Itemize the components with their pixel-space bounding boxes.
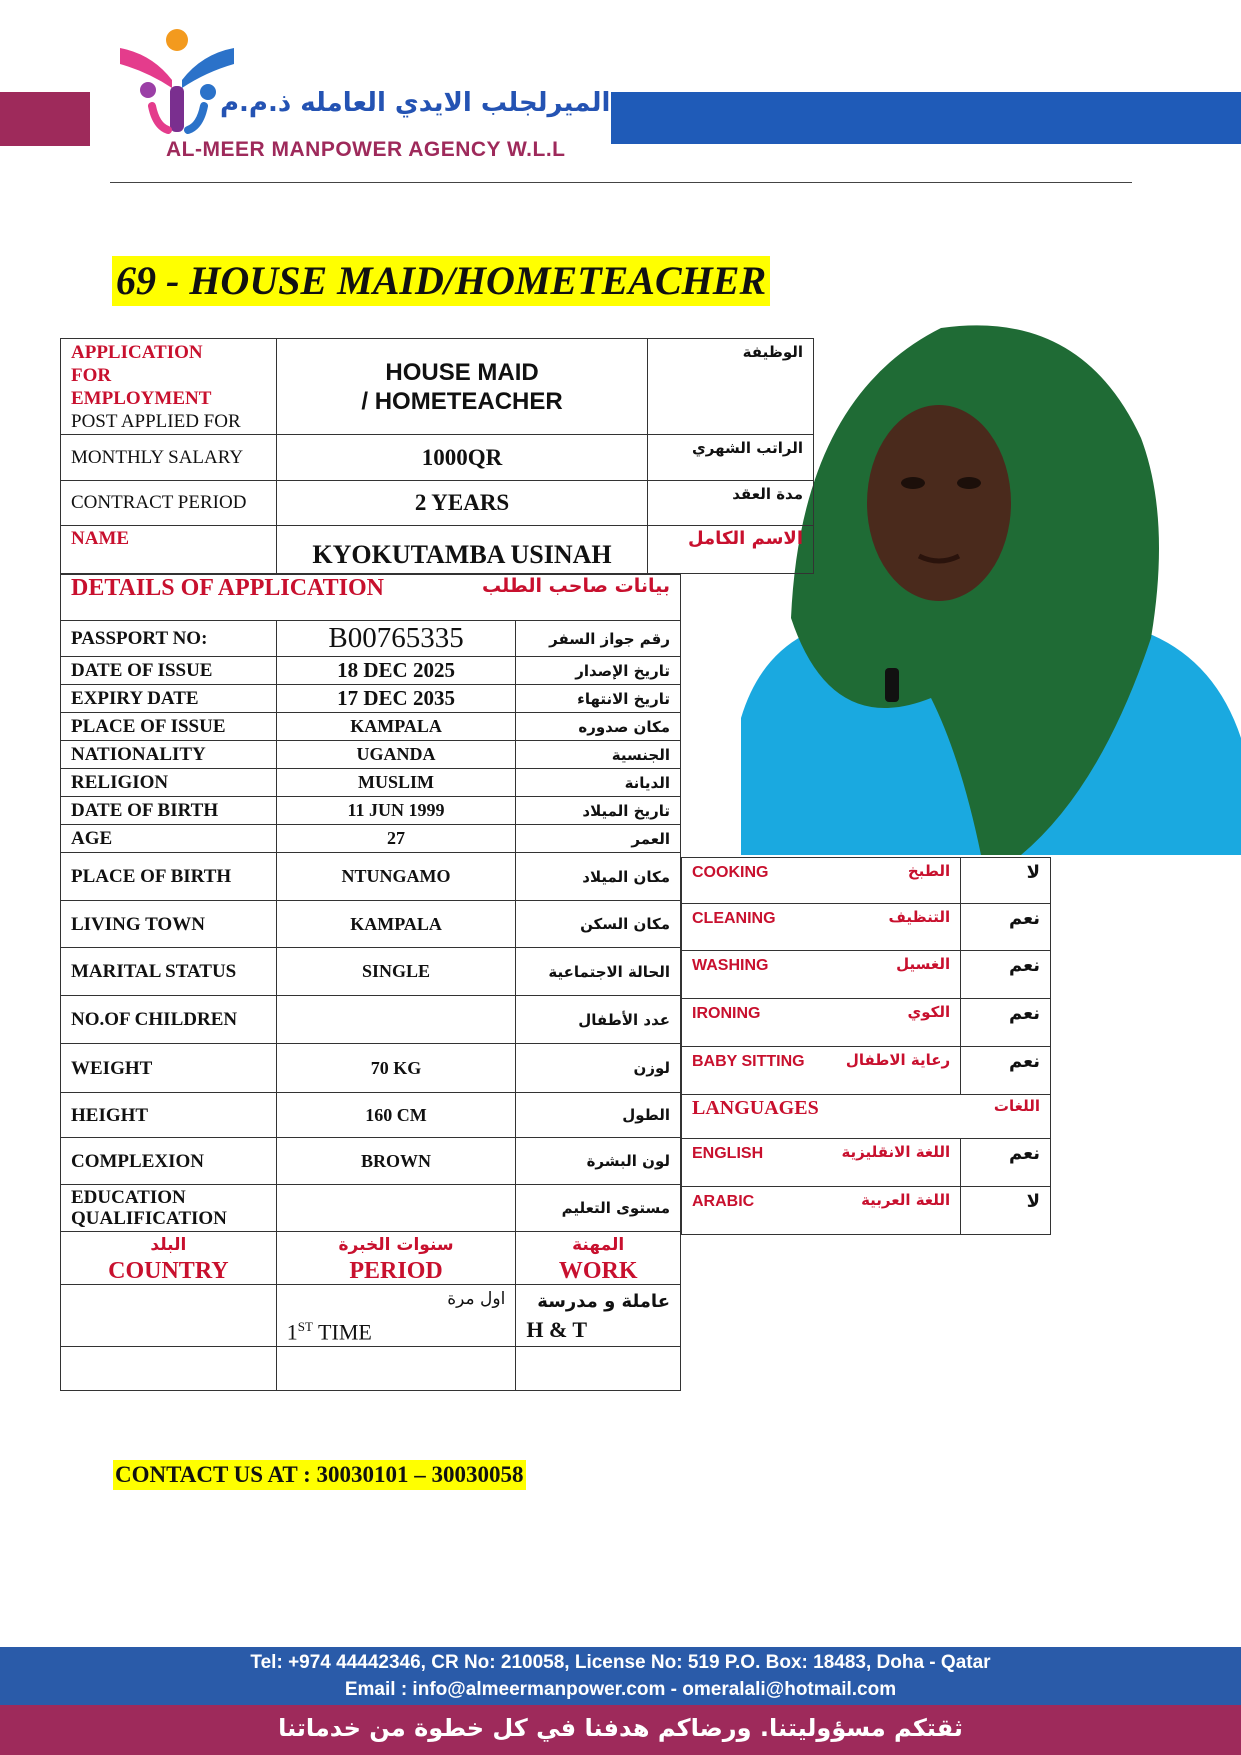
name-label: NAME — [61, 526, 277, 574]
details-heading: DETAILS OF APPLICATION — [71, 575, 384, 601]
post-value: HOUSE MAID / HOMETEACHER — [276, 339, 647, 435]
detail-row — [61, 901, 681, 948]
skill-label-ar: اللغة الانقليزية — [841, 1143, 951, 1161]
detail-row — [61, 797, 681, 825]
detail-label-ar: العمر — [516, 825, 681, 853]
post-label-ar: الوظيفة — [648, 339, 814, 435]
logo-english-text: AL-MEER MANPOWER AGENCY W.L.L — [166, 138, 566, 161]
detail-value: MUSLIM — [276, 769, 516, 797]
detail-label: EDUCATION QUALIFICATION — [61, 1185, 277, 1232]
detail-label-ar: مكان الميلاد — [516, 853, 681, 901]
skill-answer: نعم — [961, 904, 1051, 951]
skill-row — [682, 858, 1051, 904]
detail-label-ar: مكان صدوره — [516, 713, 681, 741]
post-row — [61, 339, 814, 435]
contract-label-ar: مدة العقد — [648, 481, 814, 526]
skill-label: WASHING — [692, 957, 769, 974]
work-header-ar: المهنة — [572, 1235, 625, 1255]
details-table — [60, 574, 681, 1391]
detail-row — [61, 1185, 681, 1232]
detail-label-ar: لون البشرة — [516, 1138, 681, 1185]
experience-period: 1ST TIME — [286, 1319, 372, 1345]
period-header-ar: سنوات الخبرة — [338, 1235, 454, 1255]
skill-label-ar: الكوي — [907, 1003, 951, 1021]
skill-answer: لا — [961, 1187, 1051, 1235]
skill-label: ARABIC — [692, 1193, 755, 1210]
detail-label: NO.OF CHILDREN — [61, 996, 277, 1044]
detail-value: 18 DEC 2025 — [276, 657, 516, 685]
footer-email: Email : info@almeermanpower.com - omeralali@hotmail.com — [344, 1679, 897, 1700]
name-label-ar: الاسم الكامل — [648, 526, 814, 574]
agency-logo-icon — [112, 26, 242, 136]
application-table — [60, 338, 814, 574]
languages-label: LANGUAGES — [692, 1097, 819, 1119]
languages-label-ar: اللغات — [993, 1097, 1040, 1115]
salary-label-ar: الراتب الشهري — [648, 435, 814, 481]
detail-row — [61, 1138, 681, 1185]
name-value: KYOKUTAMBA USINAH — [276, 526, 647, 574]
detail-value: 27 — [276, 825, 516, 853]
detail-value: KAMPALA — [276, 901, 516, 948]
experience-work-ar: عاملة و مدرسة — [537, 1290, 670, 1312]
detail-label: EXPIRY DATE — [61, 685, 277, 713]
detail-label: DATE OF ISSUE — [61, 657, 277, 685]
details-heading-row — [61, 575, 681, 621]
post-applied-label: POST APPLIED FOR — [71, 411, 241, 432]
skill-label-ar: اللغة العربية — [861, 1191, 951, 1209]
detail-row — [61, 657, 681, 685]
skill-row — [682, 904, 1051, 951]
detail-value: B00765335 — [276, 621, 516, 657]
salary-label: MONTHLY SALARY — [61, 435, 277, 481]
detail-value: UGANDA — [276, 741, 516, 769]
salary-row — [61, 435, 814, 481]
skill-answer: نعم — [961, 999, 1051, 1047]
detail-label: DATE OF BIRTH — [61, 797, 277, 825]
footer-address: Tel: +974 44442346, CR No: 210058, License No: 519 P.O. Box: 18483, Doha - Qatar — [250, 1652, 991, 1673]
name-row — [61, 526, 814, 574]
skill-label-ar: الطبخ — [907, 862, 951, 880]
detail-label: WEIGHT — [61, 1044, 277, 1093]
skill-answer: نعم — [961, 1047, 1051, 1095]
skill-label: CLEANING — [692, 910, 776, 927]
detail-label-ar: مكان السكن — [516, 901, 681, 948]
skill-label-ar: التنظيف — [888, 908, 951, 926]
skill-answer: نعم — [961, 951, 1051, 999]
detail-label-ar: تاريخ الميلاد — [516, 797, 681, 825]
detail-value — [276, 996, 516, 1044]
detail-value — [276, 1185, 516, 1232]
experience-header-row — [61, 1232, 681, 1285]
skill-label-ar: الغسيل — [896, 955, 951, 973]
experience-country — [61, 1285, 277, 1347]
country-header: COUNTRY — [108, 1258, 229, 1284]
skill-label: IRONING — [692, 1005, 761, 1022]
skill-row — [682, 951, 1051, 999]
experience-work: H & T — [526, 1316, 588, 1342]
detail-label-ar: الجنسية — [516, 741, 681, 769]
contract-row — [61, 481, 814, 526]
experience-empty-row — [61, 1347, 681, 1391]
detail-value: BROWN — [276, 1138, 516, 1185]
detail-row — [61, 825, 681, 853]
detail-row — [61, 769, 681, 797]
experience-row — [61, 1285, 681, 1347]
header-band-left — [0, 92, 90, 146]
details-heading-ar: بيانات صاحب الطلب — [482, 575, 670, 597]
footer-slogan: ثقتكم مسؤوليتنا. ورضاكم هدفنا في كل خطوة من خدماتنا — [278, 1714, 963, 1742]
detail-row — [61, 741, 681, 769]
skill-answer: لا — [961, 858, 1051, 904]
contact-line: CONTACT US AT : 30030101 – 30030058 — [113, 1460, 526, 1490]
detail-value: SINGLE — [276, 948, 516, 996]
detail-row — [61, 996, 681, 1044]
detail-value: KAMPALA — [276, 713, 516, 741]
skill-row — [682, 999, 1051, 1047]
detail-label: COMPLEXION — [61, 1138, 277, 1185]
detail-label-ar: تاريخ الانتهاء — [516, 685, 681, 713]
detail-label: MARITAL STATUS — [61, 948, 277, 996]
detail-label: RELIGION — [61, 769, 277, 797]
skill-label-ar: رعاية الاطفال — [845, 1051, 951, 1069]
contract-value: 2 YEARS — [276, 481, 647, 526]
detail-label-ar: رقم جواز السفر — [516, 621, 681, 657]
logo-arabic-text: الميرلجلب الايدي العامله ذ.م.م — [220, 88, 611, 118]
detail-label-ar: مستوى التعليم — [516, 1185, 681, 1232]
detail-value: NTUNGAMO — [276, 853, 516, 901]
contract-label: CONTRACT PERIOD — [61, 481, 277, 526]
detail-label-ar: تاريخ الإصدار — [516, 657, 681, 685]
detail-row — [61, 713, 681, 741]
detail-label: HEIGHT — [61, 1093, 277, 1138]
detail-row — [61, 948, 681, 996]
detail-label: PLACE OF ISSUE — [61, 713, 277, 741]
detail-label: LIVING TOWN — [61, 901, 277, 948]
detail-value: 160 CM — [276, 1093, 516, 1138]
detail-value: 11 JUN 1999 — [276, 797, 516, 825]
skill-label: COOKING — [692, 864, 769, 881]
skill-label: ENGLISH — [692, 1145, 764, 1162]
skill-row — [682, 1139, 1051, 1187]
skill-row — [682, 1187, 1051, 1235]
detail-row — [61, 685, 681, 713]
page-title: 69 - HOUSE MAID/HOMETEACHER — [112, 256, 770, 306]
period-header: PERIOD — [349, 1258, 443, 1284]
detail-label-ar: الديانة — [516, 769, 681, 797]
skill-row — [682, 1047, 1051, 1095]
detail-row — [61, 853, 681, 901]
skill-label: BABY SITTING — [692, 1053, 805, 1070]
detail-label: PASSPORT NO: — [61, 621, 277, 657]
detail-row — [61, 1093, 681, 1138]
detail-row — [61, 1044, 681, 1093]
skill-answer: نعم — [961, 1139, 1051, 1187]
detail-label-ar: الطول — [516, 1093, 681, 1138]
work-header: WORK — [558, 1258, 638, 1284]
languages-row — [682, 1095, 1051, 1139]
detail-label: AGE — [61, 825, 277, 853]
application-for-employment-label: APPLICATION FOR EMPLOYMENT — [71, 342, 212, 409]
detail-label-ar: الحالة الاجتماعية — [516, 948, 681, 996]
country-header-ar: البلد — [150, 1235, 187, 1255]
detail-row — [61, 621, 681, 657]
detail-value: 70 KG — [276, 1044, 516, 1093]
header-divider — [110, 182, 1132, 183]
experience-period-ar: اول مرة — [447, 1289, 506, 1309]
detail-label-ar: لوزن — [516, 1044, 681, 1093]
salary-value: 1000QR — [276, 435, 647, 481]
detail-label: PLACE OF BIRTH — [61, 853, 277, 901]
detail-label: NATIONALITY — [61, 741, 277, 769]
detail-label-ar: عدد الأطفال — [516, 996, 681, 1044]
detail-value: 17 DEC 2035 — [276, 685, 516, 713]
skills-table — [681, 857, 1051, 1235]
header-band-right — [611, 92, 1241, 144]
